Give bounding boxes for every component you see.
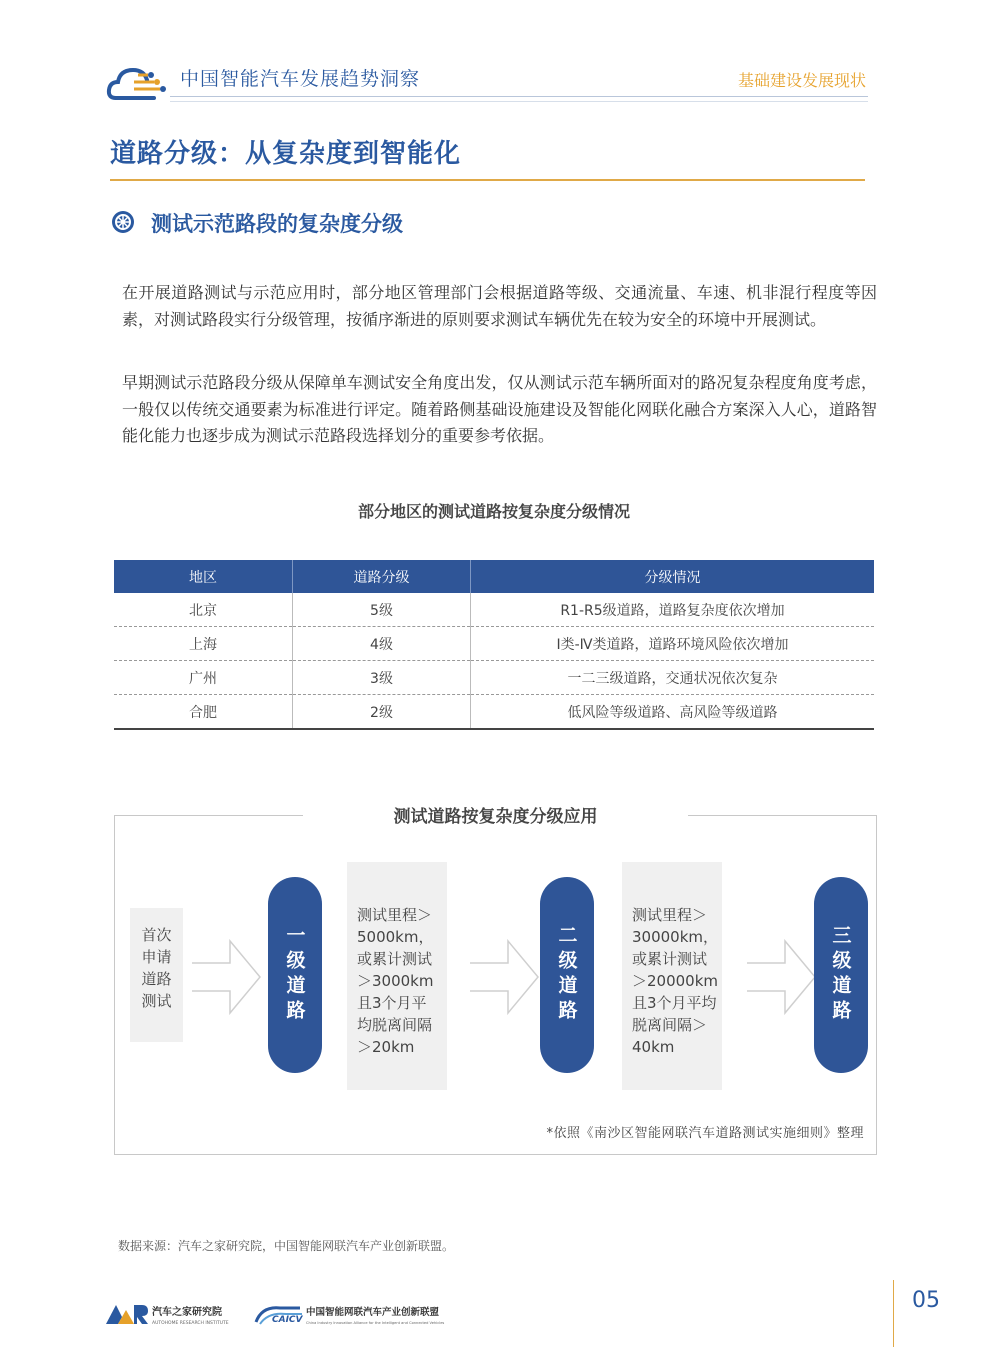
- table-cell: 3级: [293, 661, 471, 695]
- chevron-right-icon: [468, 937, 540, 1017]
- table-cell: 2级: [293, 695, 471, 730]
- svg-text:CAICV: CAICV: [272, 1315, 303, 1325]
- table-cell: 一二三级道路，交通状况依次复杂: [471, 661, 875, 695]
- autohome-research-logo: [104, 1302, 254, 1328]
- logo-text: 中国智能网联汽车产业创新联盟: [306, 1307, 440, 1318]
- table-cell: 合肥: [114, 695, 293, 730]
- chevron-right-icon: [190, 937, 262, 1017]
- column-header: 地区: [114, 560, 293, 593]
- logo-subtext: AUTOHOME RESEARCH INSTITUTE: [152, 1321, 229, 1326]
- chevron-right-icon: [745, 937, 817, 1017]
- chapter-label: 基础建设发展现状: [737, 71, 866, 90]
- road-level-label: 二级道路: [555, 925, 578, 1025]
- table-cell: R1-R5级道路，道路复杂度依次增加: [471, 593, 875, 627]
- upgrade-condition: [622, 862, 722, 1090]
- logo-text: 汽车之家研究院: [152, 1307, 222, 1318]
- wheel-icon: [111, 210, 135, 234]
- header-rule: [170, 96, 868, 97]
- table-cell: 北京: [114, 593, 293, 627]
- table-row: [114, 593, 874, 627]
- start-step-label: 首次 申请 道路 测试: [141, 926, 172, 1010]
- page-number: 05: [912, 1288, 940, 1313]
- table-header-row: [114, 560, 874, 593]
- road-level-label: 三级道路: [829, 925, 852, 1025]
- title-divider: [110, 179, 865, 181]
- grading-table: [114, 560, 874, 730]
- report-title: 中国智能汽车发展趋势洞察: [180, 68, 421, 90]
- column-header: 分级情况: [471, 560, 875, 593]
- flow-footnote: *依照《南沙区智能网联汽车道路测试实施细则》整理: [546, 1126, 864, 1141]
- page-number-divider: [893, 1280, 894, 1347]
- table-row: [114, 627, 874, 661]
- table-cell: 广州: [114, 661, 293, 695]
- start-step: [130, 908, 183, 1042]
- logo-subtext: China Industry Innovation Alliance for the Intelligent and Connected Vehicles: [306, 1321, 445, 1325]
- section-title: 测试示范路段的复杂度分级: [151, 212, 403, 236]
- road-level-3: [814, 877, 868, 1073]
- column-header: 道路分级: [293, 560, 471, 593]
- page-title: 道路分级：从复杂度到智能化: [110, 139, 462, 169]
- caicv-alliance-logo: [252, 1302, 467, 1328]
- body-paragraph: 早期测试示范路段分级从保障单车测试安全角度出发，仅从测试示范车辆所面对的路况复杂程度角度考虑，一般仅以传统交通要素为标准进行评定。随着路侧基础设施建设及智能化网联化融合方案深入人心，道路智能化能力也逐步成为测试示范路段选择划分的重要参考依据。: [122, 373, 877, 445]
- data-source-note: 数据来源：汽车之家研究院，中国智能网联汽车产业创新联盟。: [118, 1239, 455, 1253]
- table-cell: 低风险等级道路、高风险等级道路: [471, 695, 875, 730]
- table-cell: Ⅰ类-Ⅳ类道路，道路环境风险依次增加: [471, 627, 875, 661]
- body-paragraph: 在开展道路测试与示范应用时，部分地区管理部门会根据道路等级、交通流量、车速、机非混行程度等因素，对测试路段实行分级管理，按循序渐进的原则要求测试车辆优先在较为安全的环境中开展测试。: [122, 283, 877, 329]
- report-logo-icon: [106, 60, 170, 110]
- upgrade-condition: [347, 862, 447, 1090]
- road-level-1: [268, 877, 322, 1073]
- road-level-label: 一级道路: [283, 925, 306, 1025]
- upgrade-condition-text: 测试里程＞ 5000km， 或累计测试 ＞3000km 且3个月平 均脱离间隔 ＞20km: [357, 906, 434, 1056]
- header-rule-secondary: [170, 101, 868, 102]
- table-cell: 5级: [293, 593, 471, 627]
- table-cell: 上海: [114, 627, 293, 661]
- road-level-2: [540, 877, 594, 1073]
- table-caption: 部分地区的测试道路按复杂度分级情况: [357, 502, 630, 521]
- table-row: [114, 695, 874, 730]
- table-row: [114, 661, 874, 695]
- table-cell: 4级: [293, 627, 471, 661]
- upgrade-condition-text: 测试里程＞ 30000km， 或累计测试 ＞20000km 且3个月平均 脱离间隔＞ 40km: [632, 906, 719, 1056]
- flow-title: 测试道路按复杂度分级应用: [393, 807, 598, 827]
